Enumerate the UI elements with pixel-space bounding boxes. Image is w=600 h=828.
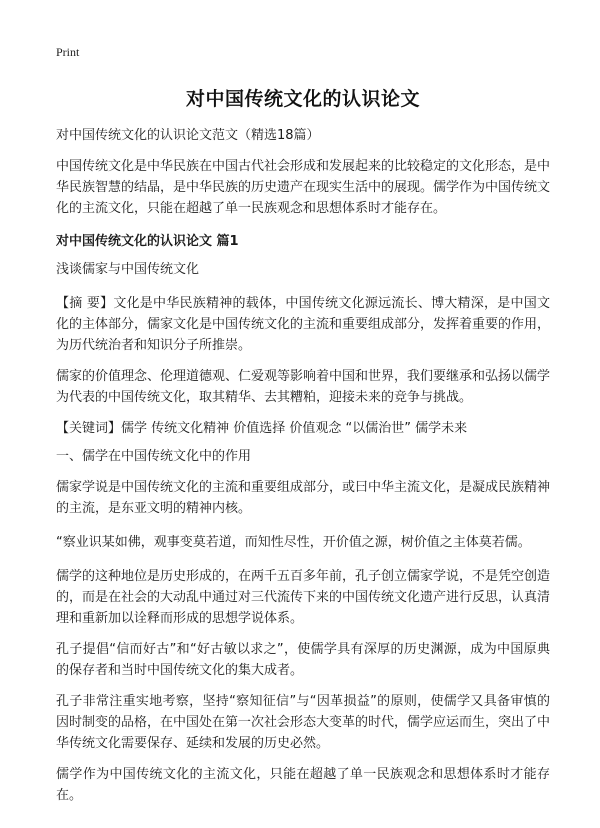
- keywords-label: 【关键词】: [56, 421, 122, 436]
- mainstream-paragraph: 儒家学说是中国传统文化的主流和重要组成部分，或曰中华主流文化，是凝成民族精神的主流，是东亚文明的精神内核。: [56, 480, 551, 516]
- closing-paragraph: 儒学作为中国传统文化的主流文化，只能在超越了单一民族观念和思想体系时才能存在。: [56, 767, 550, 803]
- intro-paragraph: 中国传统文化是中华民族在中国古代社会形成和发展起来的比较稳定的文化形态，是中华民族智慧的结晶，是中华民族的历史遗产在现实生活中的展现。儒学作为中国传统文化的主流文化，只能在超越了单一民族观念和思想体系时才能存在。: [56, 159, 551, 216]
- confucius-paragraph: 孔子提倡“信而好古”和“好古敏以求之”，使儒学具有深厚的历史渊源，成为中国原典的保存者和当时中国传统文化的集大成者。: [56, 642, 550, 678]
- abstract-paragraph: [56, 293, 550, 356]
- abstract-text: 文化是中华民族精神的载体，中国传统文化源远流长、博大精深，是中国文化的主体部分，儒家文化是中国传统文化的主流和重要组成部分，发挥着重要的作用，为历代统治者和知识分子所推崇。: [56, 296, 551, 353]
- keywords-paragraph: [56, 418, 550, 439]
- article-title: 浅谈儒家与中国传统文化: [56, 262, 200, 277]
- article-subtitle: 对中国传统文化的认识论文范文（精选18篇）: [56, 128, 320, 143]
- page-title: 对中国传统文化的认识论文: [185, 88, 420, 110]
- quote-paragraph: “察业识某如佛，观事变莫若道，而知性尽性，开价值之源，树价值之主体莫若儒。: [56, 535, 531, 550]
- print-link[interactable]: Print: [56, 45, 80, 59]
- emphasis-paragraph: 孔子非常注重实地考察，坚持“察知征信”与“因革损益”的原则，使儒学又具备审慎的因时制变的品格，在中国处在第一次社会形态大变革的时代，儒学应运而生，突出了中华传统文化需要保存、延续和发展的历史必然。: [56, 694, 551, 751]
- keywords-text: 儒学 传统文化精神 价值选择 价值观念 “以儒治世” 儒学未来: [121, 421, 468, 436]
- part1-heading: 一、儒学在中国传统文化中的作用: [56, 449, 252, 464]
- section-heading: 对中国传统文化的认识论文 篇1: [56, 234, 239, 249]
- abstract-label: 【摘 要】: [56, 296, 114, 311]
- values-paragraph: 儒家的价值理念、伦理道德观、仁爱观等影响着中国和世界，我们要继承和弘扬以儒学为代表的中国传统文化，取其精华、去其糟粕，迎接未来的竞争与挑战。: [56, 369, 551, 405]
- history-paragraph: 儒学的这种地位是历史形成的，在两千五百多年前，孔子创立儒家学说，不是凭空创造的，而是在社会的大动乱中通过对三代流传下来的中国传统文化遗产进行反思，认真清理和重新加以诠释而形成的思想学说体系。: [56, 569, 551, 626]
